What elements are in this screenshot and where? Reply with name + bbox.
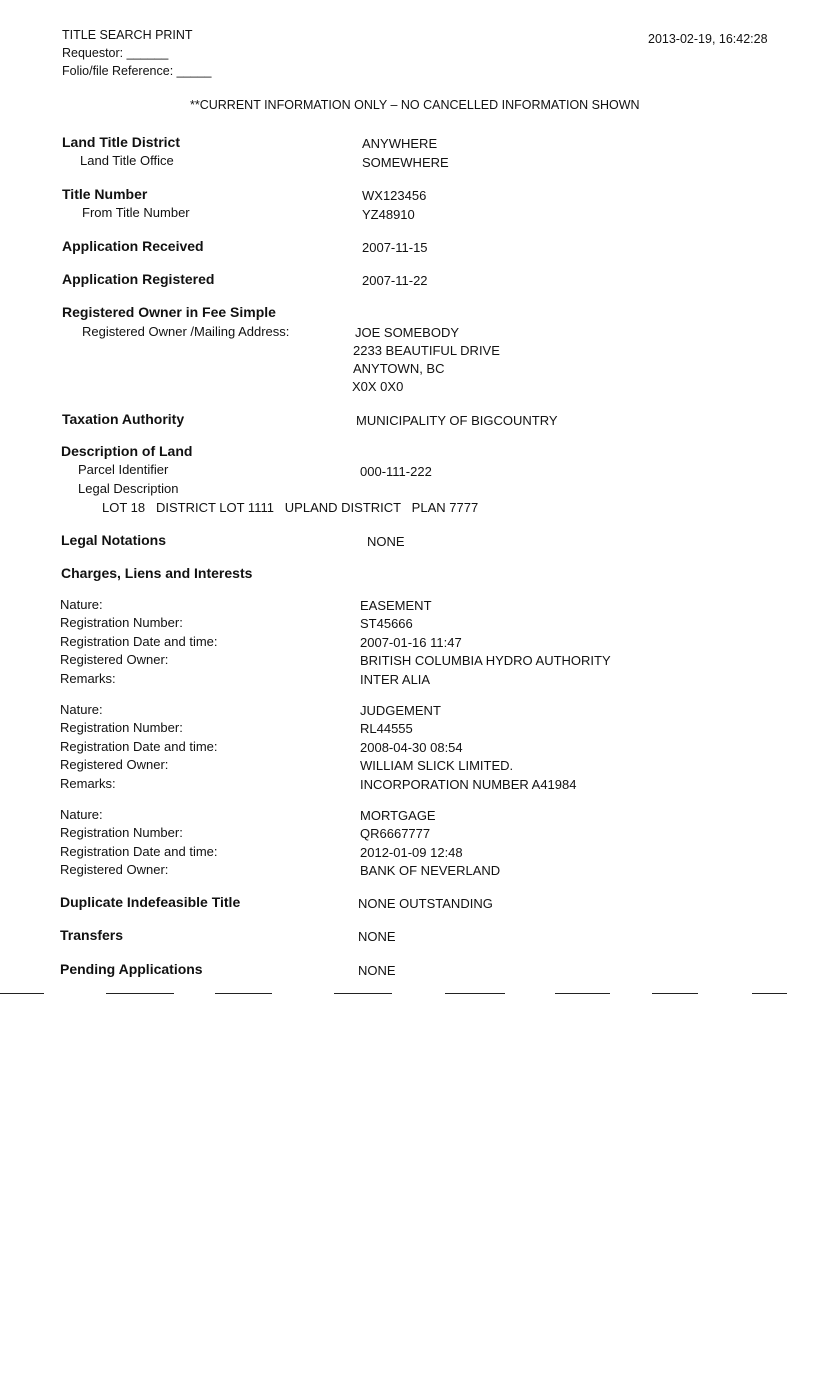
- folio-reference-line: Folio/file Reference: _____: [62, 64, 212, 78]
- from-title-number-value: YZ48910: [362, 207, 415, 222]
- application-registered-value: 2007-11-22: [362, 273, 428, 288]
- charge-reg-number-label: Registration Number:: [60, 720, 183, 735]
- charge-nature-value: MORTGAGE: [360, 808, 436, 823]
- owner-city: ANYTOWN, BC: [353, 361, 445, 376]
- application-registered-label: Application Registered: [62, 271, 215, 287]
- charge-remarks-label: Remarks:: [60, 776, 116, 791]
- taxation-authority-value: MUNICIPALITY OF BIGCOUNTRY: [356, 413, 558, 428]
- charge-nature-label: Nature:: [60, 597, 103, 612]
- charge-remarks-label: Remarks:: [60, 671, 116, 686]
- application-received-label: Application Received: [62, 238, 204, 254]
- legal-description-value: LOT 18 DISTRICT LOT 1111 UPLAND DISTRICT PLAN 7777: [102, 500, 479, 515]
- charge-reg-number-value: QR6667777: [360, 826, 431, 841]
- charge-nature-label: Nature:: [60, 702, 103, 717]
- document-title: TITLE SEARCH PRINT: [62, 28, 193, 42]
- registered-owner-heading: Registered Owner in Fee Simple: [62, 304, 276, 320]
- transfers-label: Transfers: [60, 927, 124, 943]
- taxation-authority-label: Taxation Authority: [62, 411, 185, 427]
- information-notice: **CURRENT INFORMATION ONLY – NO CANCELLED INFORMATION SHOWN: [190, 98, 640, 112]
- pending-applications-value: NONE: [358, 963, 396, 978]
- charges-heading: Charges, Liens and Interests: [61, 565, 253, 581]
- charge-reg-number-value: RL44555: [360, 721, 413, 736]
- owner-street: 2233 BEAUTIFUL DRIVE: [353, 343, 500, 358]
- charge-reg-number-label: Registration Number:: [60, 825, 183, 840]
- charge-owner-value: BRITISH COLUMBIA HYDRO AUTHORITY: [360, 653, 611, 668]
- description-of-land-heading: Description of Land: [61, 443, 193, 459]
- owner-postal-code: X0X 0X0: [352, 379, 404, 394]
- legal-description-label: Legal Description: [78, 481, 179, 496]
- charge-remarks-value: INCORPORATION NUMBER A41984: [360, 777, 577, 792]
- land-title-district-label: Land Title District: [62, 134, 180, 150]
- transfers-value: NONE: [358, 929, 396, 944]
- application-received-value: 2007-11-15: [362, 240, 428, 255]
- charge-owner-value: BANK OF NEVERLAND: [360, 863, 501, 878]
- parcel-identifier-label: Parcel Identifier: [78, 462, 169, 477]
- charge-reg-date-value: 2008-04-30 08:54: [360, 740, 463, 755]
- duplicate-title-label: Duplicate Indefeasible Title: [60, 894, 241, 910]
- parcel-identifier-value: 000-111-222: [360, 464, 432, 479]
- charge-nature-label: Nature:: [60, 807, 103, 822]
- duplicate-title-value: NONE OUTSTANDING: [358, 896, 493, 911]
- charge-reg-number-value: ST45666: [360, 616, 413, 631]
- legal-notations-label: Legal Notations: [61, 532, 167, 548]
- title-number-value: WX123456: [362, 188, 427, 203]
- charge-reg-date-label: Registration Date and time:: [60, 739, 218, 754]
- charge-owner-value: WILLIAM SLICK LIMITED.: [360, 758, 514, 773]
- land-title-office-label: Land Title Office: [80, 153, 174, 168]
- charge-nature-value: JUDGEMENT: [360, 703, 441, 718]
- charge-owner-label: Registered Owner:: [60, 652, 169, 667]
- print-timestamp: 2013-02-19, 16:42:28: [648, 32, 768, 46]
- charge-owner-label: Registered Owner:: [60, 862, 169, 877]
- land-title-district-value: ANYWHERE: [362, 136, 438, 151]
- from-title-number-label: From Title Number: [82, 205, 190, 220]
- charge-nature-value: EASEMENT: [360, 598, 432, 613]
- charge-remarks-value: INTER ALIA: [360, 672, 431, 687]
- owner-name: JOE SOMEBODY: [355, 325, 460, 340]
- charge-reg-date-value: 2012-01-09 12:48: [360, 845, 463, 860]
- charge-reg-number-label: Registration Number:: [60, 615, 183, 630]
- charge-reg-date-value: 2007-01-16 11:47: [360, 635, 462, 650]
- charge-reg-date-label: Registration Date and time:: [60, 634, 218, 649]
- pending-applications-label: Pending Applications: [60, 961, 203, 977]
- owner-mailing-address-label: Registered Owner /Mailing Address:: [82, 324, 290, 339]
- legal-notations-value: NONE: [367, 534, 405, 549]
- charge-owner-label: Registered Owner:: [60, 757, 169, 772]
- charge-reg-date-label: Registration Date and time:: [60, 844, 218, 859]
- requestor-line: Requestor: ______: [62, 46, 169, 60]
- land-title-office-value: SOMEWHERE: [362, 155, 449, 170]
- title-number-label: Title Number: [62, 186, 148, 202]
